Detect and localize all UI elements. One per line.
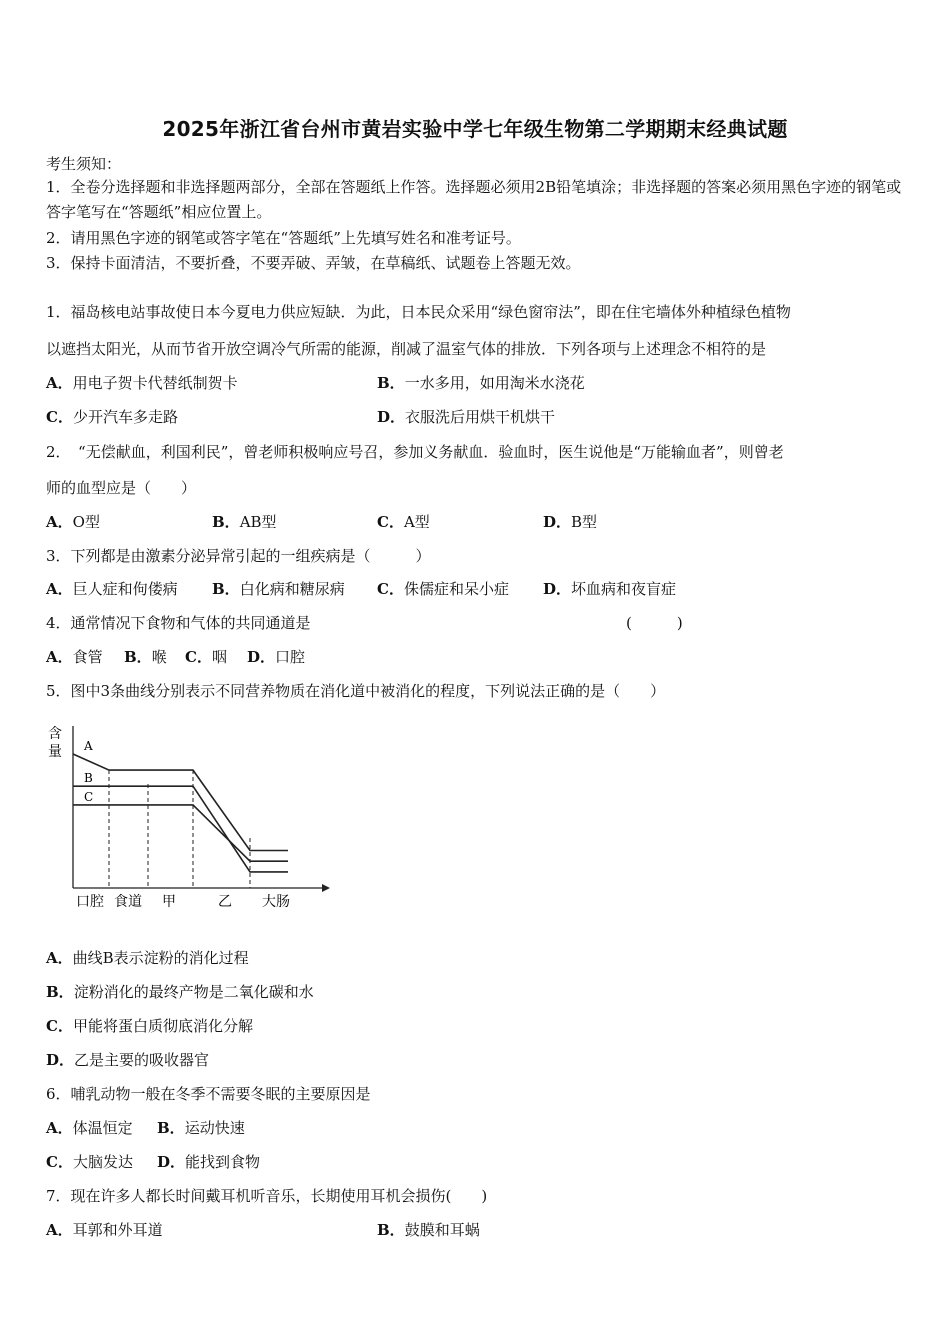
question-3-option-c[interactable]: C．侏儒症和呆小症 <box>377 580 509 598</box>
question-5-option-a[interactable]: A．曲线B表示淀粉的消化过程 <box>46 949 249 967</box>
answer-bracket: ( ) <box>626 614 683 632</box>
series-line-A <box>73 754 288 851</box>
series-line-C <box>73 805 288 861</box>
question-3-option-b[interactable]: B．白化病和糖尿病 <box>212 580 345 598</box>
notice-heading: 考生须知： <box>46 155 122 173</box>
digestion-chart <box>40 718 330 914</box>
question-4-option-c[interactable]: C．咽 <box>185 648 227 666</box>
question-4-option-d[interactable]: D．口腔 <box>247 648 306 666</box>
y-axis-label: 量 <box>48 744 62 760</box>
x-axis-arrow <box>322 884 330 892</box>
question-2-stem: 2． “无偿献血，利国利民”，曾老师积极响应号召，参加义务献血．验血时，医生说他是“万能输血者”，则曾老 <box>46 443 784 461</box>
question-4-option-a[interactable]: A．食管 <box>46 648 103 666</box>
question-1-option-c[interactable]: C．少开汽车多走路 <box>46 408 178 426</box>
question-5-option-c[interactable]: C．甲能将蛋白质彻底消化分解 <box>46 1017 253 1035</box>
question-1-option-a[interactable]: A．用电子贺卡代替纸制贺卡 <box>46 374 238 392</box>
series-line-B <box>73 786 288 872</box>
question-6-stem: 6．哺乳动物一般在冬季不需要冬眠的主要原因是 <box>46 1085 371 1103</box>
question-7-stem: 7．现在许多人都长时间戴耳机听音乐，长期使用耳机会损伤( ) <box>46 1187 488 1205</box>
question-3-stem: 3．下列都是由激素分泌异常引起的一组疾病是（ ） <box>46 547 431 565</box>
question-2-stem-cont: 师的血型应是（ ） <box>46 479 197 497</box>
x-tick-label: 大肠 <box>262 894 290 910</box>
question-5-stem: 5．图中3条曲线分别表示不同营养物质在消化道中被消化的程度，下列说法正确的是（ ） <box>46 682 666 700</box>
question-6-option-c[interactable]: C．大脑发达 <box>46 1153 133 1171</box>
question-7-option-b[interactable]: B．鼓膜和耳蜗 <box>377 1221 480 1239</box>
question-3-option-a[interactable]: A．巨人症和佝偻病 <box>46 580 178 598</box>
question-6-option-a[interactable]: A．体温恒定 <box>46 1119 133 1137</box>
question-6-option-b[interactable]: B．运动快速 <box>157 1119 245 1137</box>
question-1-stem: 1．福岛核电站事故使日本今夏电力供应短缺．为此，日本民众采用“绿色窗帘法”，即在住宅墙体外种植绿色植物 <box>46 303 791 321</box>
question-2-option-b[interactable]: B．AB型 <box>212 513 277 531</box>
question-6-option-d[interactable]: D．能找到食物 <box>157 1153 261 1171</box>
x-tick-label: 口腔 <box>76 894 104 910</box>
question-1-option-d[interactable]: D．衣服洗后用烘干机烘干 <box>377 408 556 426</box>
question-1-stem-cont: 以遮挡太阳光，从而节省开放空调冷气所需的能源，削减了温室气体的排放．下列各项与上述理念不相符的是 <box>46 340 767 358</box>
notice-item: 1．全卷分选择题和非选择题两部分，全部在答题纸上作答。选择题必须用2B铅笔填涂；非选择题的答案必须用黑色字迹的钢笔或答字笔写在“答题纸”相应位置上。 <box>46 178 902 221</box>
notice-item: 3．保持卡面清洁，不要折叠，不要弄破、弄皱，在草稿纸、试题卷上答题无效。 <box>46 254 581 272</box>
question-4-stem: 4．通常情况下食物和气体的共同通道是 <box>46 614 311 632</box>
question-2-option-a[interactable]: A．O型 <box>46 513 100 531</box>
question-1-option-b[interactable]: B．一水多用，如用淘米水浇花 <box>377 374 585 392</box>
series-label-C: C <box>84 789 94 804</box>
question-3-option-d[interactable]: D．坏血病和夜盲症 <box>543 580 677 598</box>
question-2-option-d[interactable]: D．B型 <box>543 513 598 531</box>
x-tick-label: 食道 <box>114 894 142 910</box>
question-7-option-a[interactable]: A．耳郭和外耳道 <box>46 1221 163 1239</box>
page-title: 2025年浙江省台州市黄岩实验中学七年级生物第二学期期末经典试题 <box>162 117 788 141</box>
series-label-B: B <box>84 771 93 786</box>
question-5-option-d[interactable]: D．乙是主要的吸收器官 <box>46 1051 210 1069</box>
question-5-option-b[interactable]: B．淀粉消化的最终产物是二氧化碳和水 <box>46 983 314 1001</box>
question-4-option-b[interactable]: B．喉 <box>124 648 167 666</box>
series-label-A: A <box>84 739 93 753</box>
x-tick-label: 甲 <box>162 894 176 910</box>
x-tick-label: 乙 <box>218 894 232 910</box>
notice-item: 2．请用黑色字迹的钢笔或答字笔在“答题纸”上先填写姓名和准考证号。 <box>46 229 521 247</box>
y-axis-label: 含 <box>48 726 62 742</box>
question-2-option-c[interactable]: C．A型 <box>377 513 430 531</box>
